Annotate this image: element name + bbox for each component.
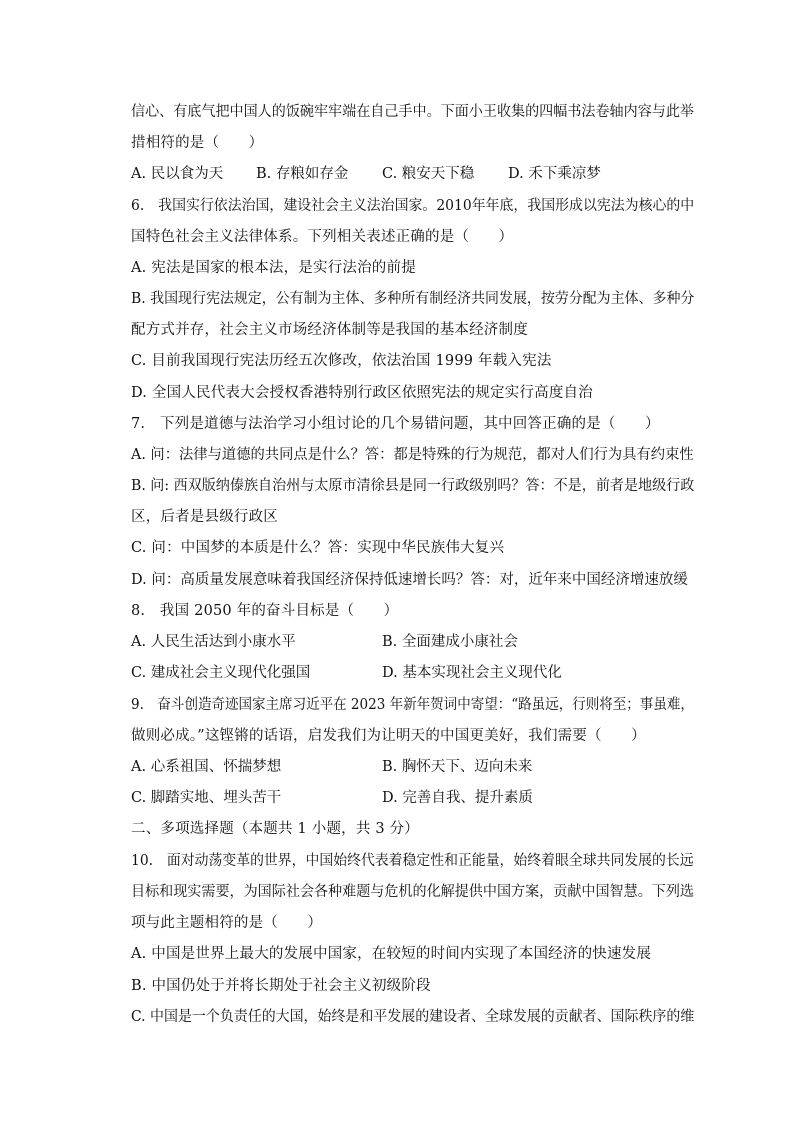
q6-line-2: 国特色社会主义法律体系。下列相关表述正确的是（ ） <box>131 229 514 245</box>
intro-line-2: 措相符的是（ ） <box>131 135 264 151</box>
section-2-heading: 二、多项选择题（本题共 1 小题，共 3 分） <box>131 821 419 837</box>
q7-option-b-line-1: B. 问: 西双版纳傣族自治州与太原市清徐县是同一行政级别吗？答：不是，前者是地级行政 <box>131 478 695 494</box>
intro-option-a: A. 民以食为天 <box>131 166 224 182</box>
intro-line-1: 信心、有底气把中国人的饭碗牢牢端在自己手中。下面小王收集的四幅书法卷轴内容与此举 <box>131 104 695 120</box>
q10-option-a: A. 中国是世界上最大的发展中国家，在较短的时间内实现了本国经济的快速发展 <box>131 946 652 962</box>
q8-option-a: A. 人民生活达到小康水平 <box>131 634 296 650</box>
intro-option-b: B. 存粮如存金 <box>256 166 349 182</box>
q6-line-1: 6. 我国实行依法治国，建设社会主义法治国家。2010年年底，我国形成以宪法为核心的中 <box>131 198 695 214</box>
q8-option-b: B. 全面建成小康社会 <box>382 634 518 650</box>
q7-option-c: C. 问：中国梦的本质是什么？答：实现中华民族伟大复兴 <box>131 540 505 556</box>
intro-option-c: C. 粮安天下稳 <box>382 166 475 182</box>
q9-line-2: 做则必成。”这铿锵的话语，启发我们为让明天的中国更美好，我们需要（ ） <box>131 728 646 744</box>
q10-option-b: B. 中国仍处于并将长期处于社会主义初级阶段 <box>131 978 431 994</box>
q6-option-b-line-1: B. 我国现行宪法规定，公有制为主体、多种所有制经济共同发展，按劳分配为主体、多种分 <box>131 291 695 307</box>
q6-option-d: D. 全国人民代表大会授权香港特别行政区依照宪法的规定实行高度自治 <box>131 385 593 401</box>
q10-line-1: 10. 面对动荡变革的世界，中国始终代表着稳定性和正能量，始终着眼全球共同发展的长远 <box>131 853 694 869</box>
q8-option-c: C. 建成社会主义现代化强国 <box>131 665 311 681</box>
q7-option-a: A. 问：法律与道德的共同点是什么？答：都是特殊的行为规范，都对人们行为具有约束性 <box>131 447 694 463</box>
q8-option-d: D. 基本实现社会主义现代化 <box>382 665 562 681</box>
q9-option-c: C. 脚踏实地、埋头苦干 <box>131 790 282 806</box>
q6-option-c: C. 目前我国现行宪法历经五次修改，依法治国 1999 年载入宪法 <box>131 353 552 369</box>
q8-line-1: 8. 我国 2050 年的奋斗目标是（ ） <box>131 603 399 619</box>
q7-option-b-line-2: 区，后者是县级行政区 <box>131 509 278 525</box>
q9-option-d: D. 完善自我、提升素质 <box>382 790 533 806</box>
intro-option-d: D. 禾下乘凉梦 <box>508 166 601 182</box>
q10-line-2: 目标和现实需要，为国际社会各种难题与危机的化解提供中国方案，贡献中国智慧。下列选 <box>131 884 695 900</box>
q9-line-1: 9. 奋斗创造奇迹国家主席习近平在 2023 年新年贺词中寄望：“路虽远，行则将至；事虽难， <box>131 697 694 713</box>
q7-line-1: 7. 下列是道德与法治学习小组讨论的几个易错问题，其中回答正确的是（ ） <box>131 416 660 432</box>
q9-option-a: A. 心系祖国、怀揣梦想 <box>131 759 282 775</box>
q9-option-b: B. 胸怀天下、迈向未来 <box>382 759 533 775</box>
q6-option-a: A. 宪法是国家的根本法，是实行法治的前提 <box>131 260 416 276</box>
q7-option-d: D. 问：高质量发展意味着我国经济保持低速增长吗？答：对，近年来中国经济增速放缓 <box>131 572 688 588</box>
q6-option-b-line-2: 配方式并存，社会主义市场经济体制等是我国的基本经济制度 <box>131 322 528 338</box>
q10-option-c: C. 中国是一个负责任的大国，始终是和平发展的建设者、全球发展的贡献者、国际秩序的维 <box>131 1009 695 1025</box>
q10-line-3: 项与此主题相符的是（ ） <box>131 915 323 931</box>
